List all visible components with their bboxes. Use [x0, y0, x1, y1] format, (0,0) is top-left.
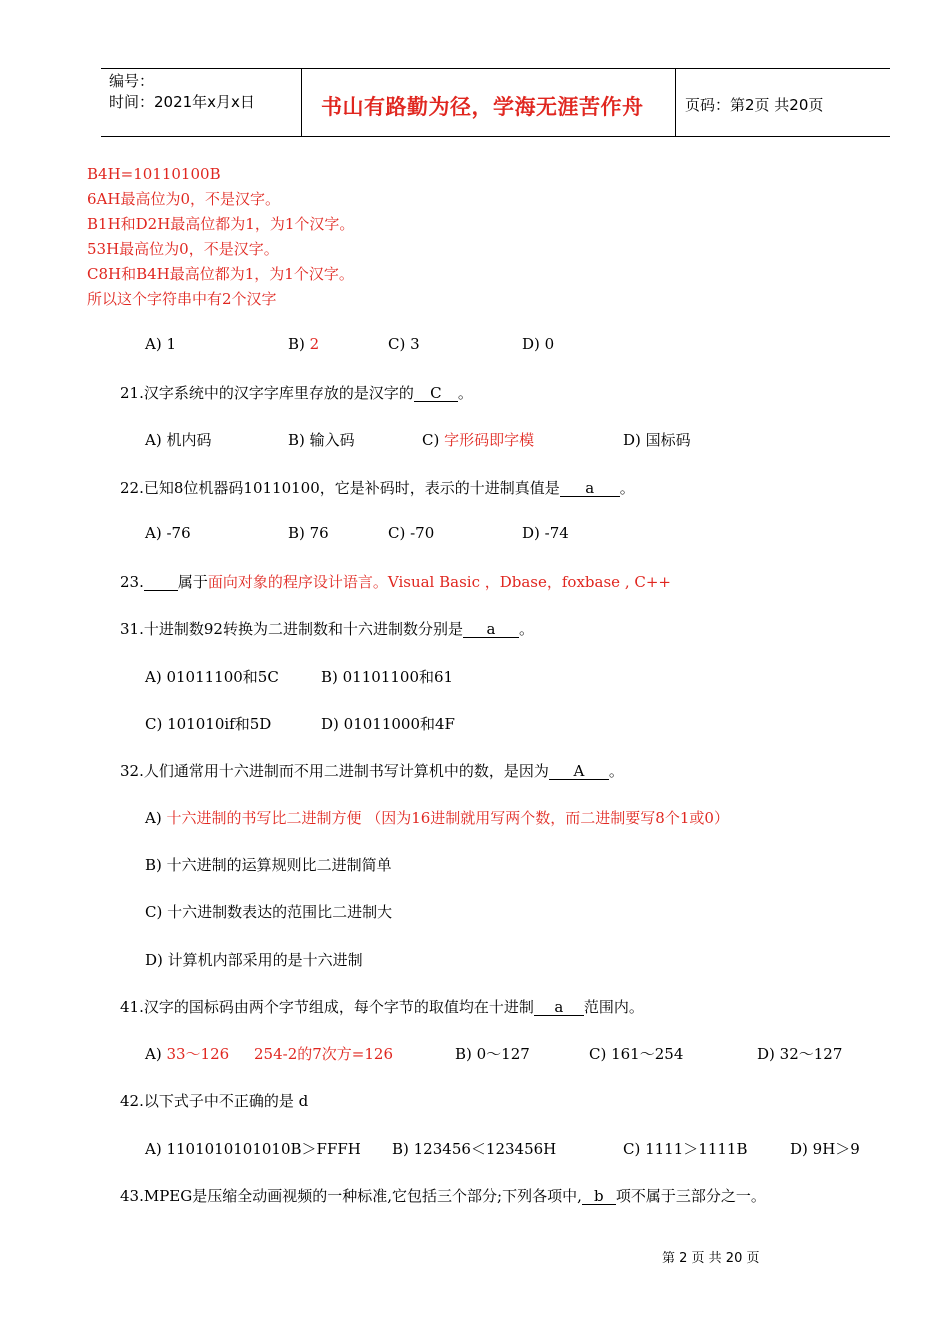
- q42-option-b: B) 123456＜123456H: [392, 1140, 557, 1158]
- q21-option-d: D) 国标码: [623, 431, 691, 449]
- header-meta: [109, 71, 255, 113]
- page-footer: 第 2 页 共 20 页: [662, 1251, 760, 1266]
- page-header: [101, 68, 890, 137]
- q22-option-d: D) -74: [522, 524, 569, 542]
- number-label: 编号：: [109, 72, 155, 90]
- q23-stem: 23. 属于面向对象的程序设计语言。Visual Basic ，Dbase，foxbase , C++: [120, 573, 671, 591]
- q22-answer-blank: a: [560, 480, 620, 497]
- q21-stem: 21.汉字系统中的汉字字库里存放的是汉字的 C 。: [120, 384, 473, 402]
- q21-option-b: B) 输入码: [288, 431, 355, 449]
- q22-option-a: A) -76: [145, 524, 191, 542]
- explanation-line: 6AH最高位为0，不是汉字。: [87, 190, 281, 208]
- q32-option-c: C) 十六进制数表达的范围比二进制大: [145, 903, 393, 921]
- q32-answer: 十六进制的书写比二进制方便 （因为16进制就用写两个数，而二进制要写8个1或0）: [166, 809, 729, 827]
- q21-answer: 字形码即字模: [444, 431, 535, 449]
- header-divider: [675, 69, 676, 136]
- q20-answer: 2: [309, 335, 320, 353]
- explanation-line: B1H和D2H最高位都为1，为1个汉字。: [87, 215, 355, 233]
- q31-option-b: B) 01101100和61: [321, 668, 454, 686]
- q41-option-a: A) 33～126: [145, 1045, 230, 1063]
- q20-option-d: D) 0: [522, 335, 555, 353]
- header-divider: [301, 69, 302, 136]
- time-label: 时间：2021年x月x日: [109, 93, 255, 111]
- q42-option-d: D) 9H＞9: [790, 1140, 860, 1158]
- q31-option-a: A) 01011100和5C: [145, 668, 279, 686]
- q41-answer-blank: a: [534, 999, 584, 1016]
- q21-option-a: A) 机内码: [145, 431, 212, 449]
- q41-stem: 41.汉字的国标码由两个字节组成，每个字节的取值均在十进制 a 范围内。: [120, 998, 644, 1016]
- explanation-line: B4H=10110100B: [87, 165, 221, 183]
- q41-option-b: B) 0～127: [455, 1045, 530, 1063]
- q42-option-c: C) 1111＞1111B: [623, 1140, 748, 1158]
- explanation-line: C8H和B4H最高位都为1，为1个汉字。: [87, 265, 354, 283]
- q23-answer-blank: [144, 574, 178, 591]
- q21-answer-blank: C: [414, 385, 458, 402]
- q23-answer: 面向对象的程序设计语言。Visual Basic ，Dbase，foxbase , C++: [207, 573, 671, 591]
- explanation-line: 所以这个字符串中有2个汉字: [87, 290, 277, 308]
- q32-option-b: B) 十六进制的运算规则比二进制简单: [145, 856, 392, 874]
- q21-option-c: C) 字形码即字模: [422, 431, 535, 449]
- q22-option-c: C) -70: [388, 524, 435, 542]
- explanation-line: 53H最高位为0，不是汉字。: [87, 240, 279, 258]
- q20-option-a: A) 1: [145, 335, 176, 353]
- q42-option-a: A) 1101010101010B＞FFFH: [145, 1140, 361, 1158]
- q32-option-d: D) 计算机内部采用的是十六进制: [145, 951, 363, 969]
- q43-answer-blank: b: [582, 1188, 616, 1205]
- q41-option-d: D) 32～127: [757, 1045, 843, 1063]
- q41-note: 254-2的7次方=126: [254, 1045, 393, 1063]
- q42-stem: 42.以下式子中不正确的是 d: [120, 1092, 309, 1110]
- q31-option-d: D) 01011000和4F: [321, 715, 455, 733]
- q32-option-a: A) 十六进制的书写比二进制方便 （因为16进制就用写两个数，而二进制要写8个1或0）: [145, 809, 729, 827]
- q43-stem: 43.MPEG是压缩全动画视频的一种标准,它包括三个部分;下列各项中, b 项不属于三部分之一。: [120, 1187, 766, 1205]
- q32-stem: 32.人们通常用十六进制而不用二进制书写计算机中的数，是因为 A 。: [120, 762, 624, 780]
- header-motto: 书山有路勤为径，学海无涯苦作舟: [321, 95, 644, 119]
- q32-answer-blank: A: [549, 763, 609, 780]
- header-page-info: 页码：第2页 共20页: [685, 96, 824, 114]
- q31-stem: 31.十进制数92转换为二进制数和十六进制数分别是 a 。: [120, 620, 534, 638]
- q41-answer: 33～126: [166, 1045, 230, 1063]
- q31-option-c: C) 101010if和5D: [145, 715, 272, 733]
- q41-option-c: C) 161～254: [589, 1045, 684, 1063]
- explanation-block: [87, 162, 354, 312]
- q31-answer-blank: a: [463, 621, 519, 638]
- q20-option-b: B) 2: [288, 335, 320, 353]
- q22-stem: 22.已知8位机器码10110100，它是补码时，表示的十进制真值是 a 。: [120, 479, 635, 497]
- q20-option-c: C) 3: [388, 335, 420, 353]
- q22-option-b: B) 76: [288, 524, 329, 542]
